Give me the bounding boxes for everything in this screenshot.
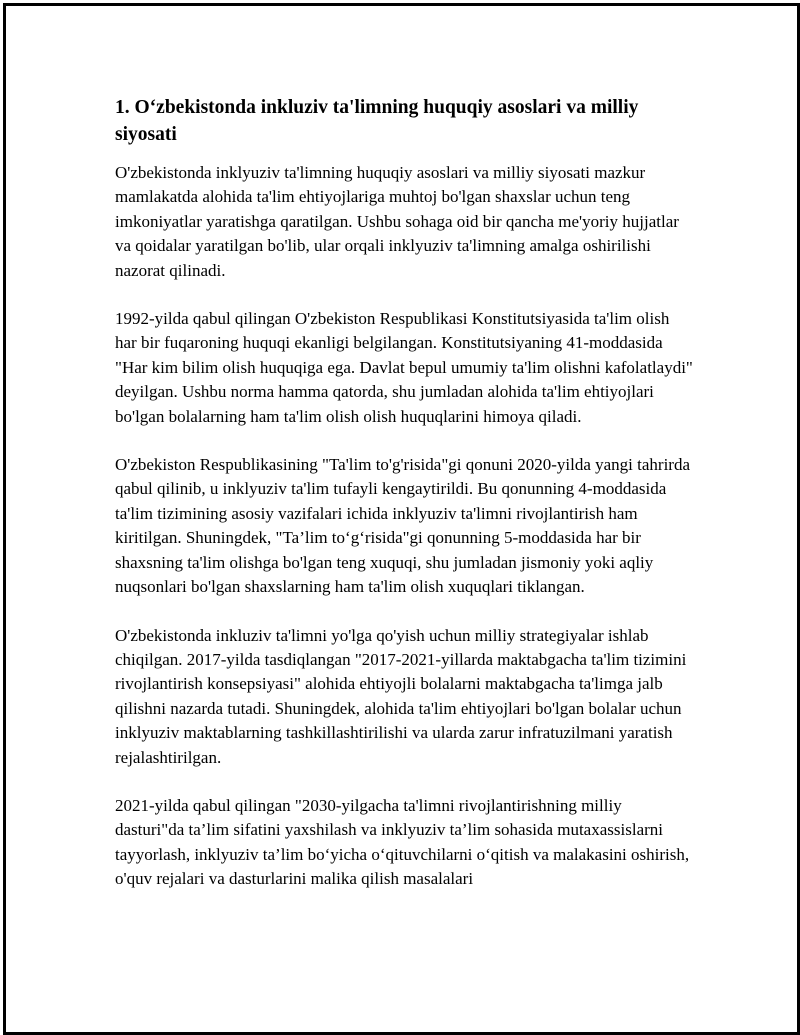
- paragraph-intro: O'zbekistonda inklyuziv ta'limning huquqiy asoslari va milliy siyosati mazkur mamlakatda alohida ta'lim ehtiyojlariga muhtoj bo'lgan shaxslar uchun teng imkoniyatlar yaratishga qaratilgan. Ushbu sohaga oid bir qancha me'yoriy hujjatlar va qoidalar yaratilgan bo'lib, ular orqali inklyuziv ta'limning amalga oshirilishi nazorat qilinadi.: [115, 163, 679, 280]
- paragraph-national-program: 2021-yilda qabul qilingan "2030-yilgacha ta'limni rivojlantirishning milliy dasturi"da ta’lim sifatini yaxshilash va inklyuziv ta’lim sohasida mutaxassislarni tayyorlash, inklyuziv ta’lim bo‘yicha o‘qituvchilarni o‘qitish va malakasini oshirish, o'quv rejalari va dasturlarini malika qilish masalalari: [115, 795, 690, 889]
- paragraph-national-strategy: O'zbekistonda inkluziv ta'limni yo'lga qo'yish uchun milliy strategiyalar ishlab chiqilgan. 2017-yilda tasdiqlangan "2017-2021-yillarda maktabgacha ta'lim tizimini rivojlantirish konsepsiyasi" alohida ehtiyojli bolalarni maktabgacha ta'limga jalb qilishni nazarda tutadi. Shuningdek, alohida ta'lim ehtiyojlari bo'lgan bolalar uchun inklyuziv maktablarning tashkillashtirilishi va ularda zarur infratuzilmani yaratish rejalashtirilgan.: [115, 625, 687, 767]
- paragraph-education-law: O'zbekiston Respublikasining "Ta'lim to'g'risida"gi qonuni 2020-yilda yangi tahrirda qabul qilinib, u inklyuziv ta'lim tufayli kengaytirildi. Bu qonunning 4-moddasida ta'lim tizimining asosiy vazifalari ichida inklyuziv ta'limni rivojlantirish ham kiritilgan. Shuningdek, "Ta’lim to‘g‘risida"gi qonunning 5-moddasida har bir shaxsning ta'lim olishga bo'lgan teng xuquqi, shu jumladan jismoniy yoki aqliy nuqsonlari bo'lgan shaxslarning ham ta'lim olish xuquqlari tiklangan.: [115, 455, 690, 597]
- paragraph-constitution: 1992-yilda qabul qilingan O'zbekiston Respublikasi Konstitutsiyasida ta'lim olish har bir fuqaroning huquqi ekanligi belgilangan. Konstitutsiyaning 41-moddasida "Har kim bilim olish huquqiga ega. Davlat bepul umumiy ta'lim olishni kafolatlaydi" deyilgan. Ushbu norma hamma qatorda, shu jumladan alohida ta'lim ehtiyojlari bo'lgan bolalarning ham ta'lim olish olish huquqlarini himoya qiladi.: [115, 309, 693, 426]
- document-body: [115, 94, 695, 916]
- section-heading: 1. O‘zbekistonda inkluziv ta'limning huquqiy asoslari va milliy siyosati: [115, 97, 639, 145]
